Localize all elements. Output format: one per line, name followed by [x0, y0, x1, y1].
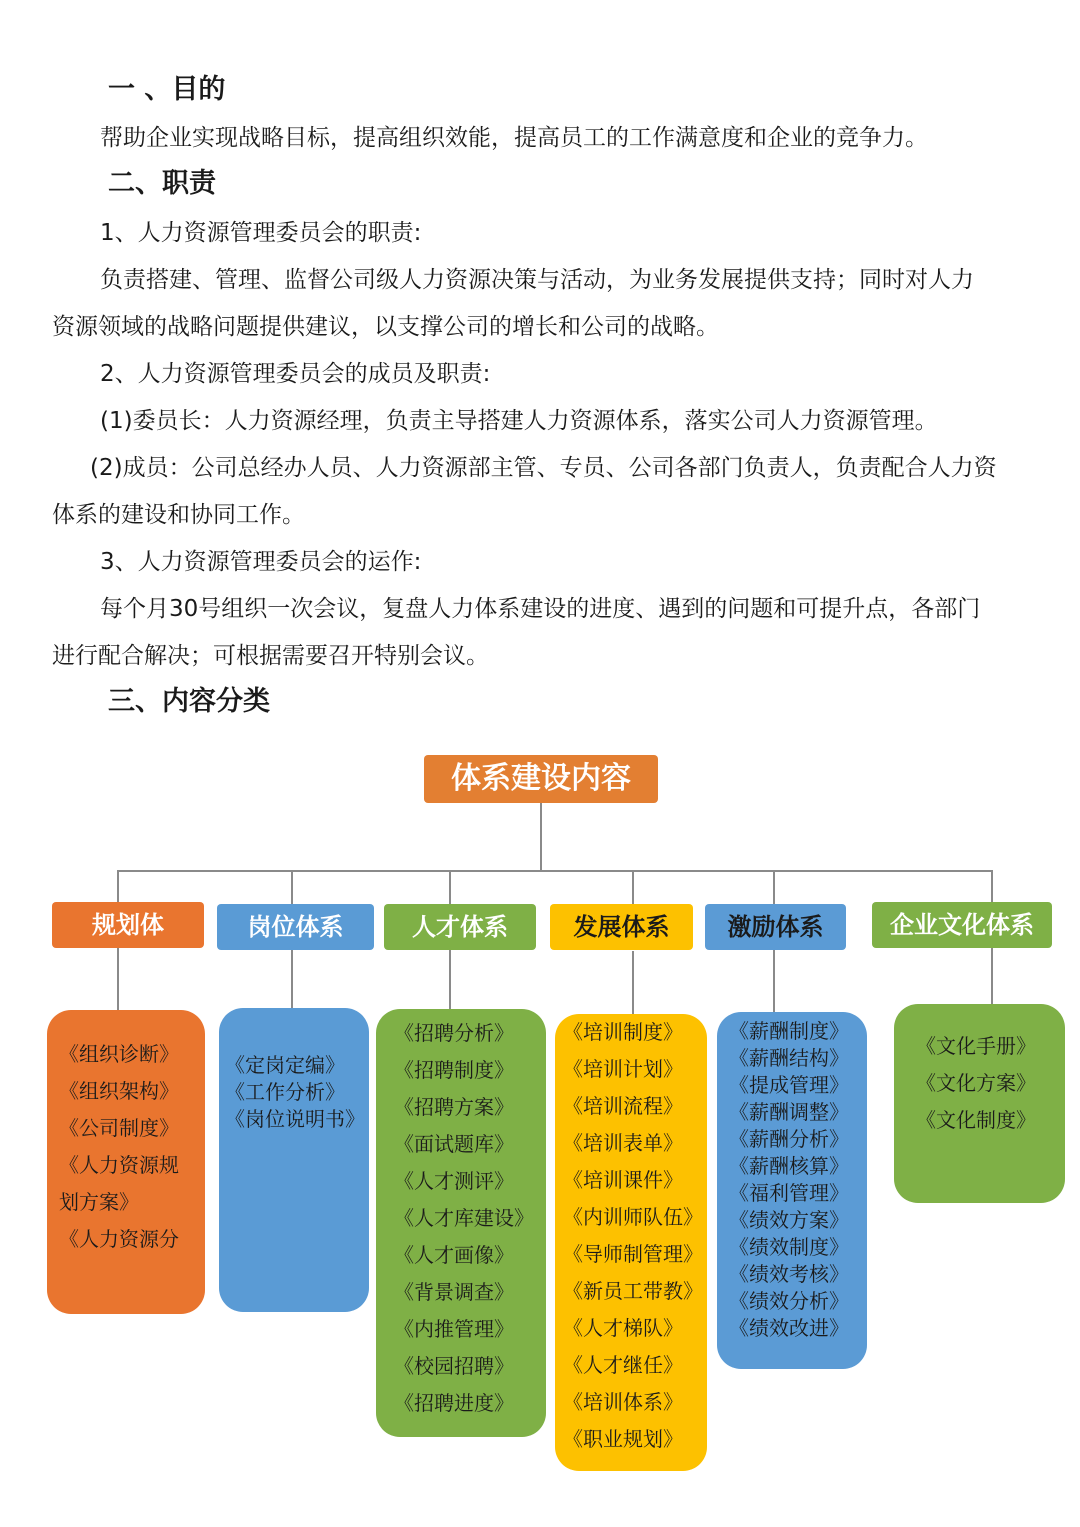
list-item: 《职业规划》 — [563, 1427, 683, 1451]
box-position — [219, 1008, 369, 1312]
list-item: 《培训课件》 — [563, 1168, 683, 1192]
list-item: 《绩效方案》 — [729, 1208, 849, 1232]
list-item: 《校园招聘》 — [394, 1354, 514, 1378]
connector-bottom-6 — [991, 948, 993, 1004]
list-item: 《文化方案》 — [916, 1071, 1036, 1095]
category-incentive: 激励体系 — [705, 904, 846, 950]
box-culture — [894, 1004, 1065, 1203]
list-item: 《福利管理》 — [729, 1181, 849, 1205]
box-talent — [376, 1009, 546, 1437]
list-item: 《招聘方案》 — [394, 1095, 514, 1119]
connector-top-3 — [449, 870, 451, 904]
category-planning: 规划体 — [52, 902, 204, 948]
duty-3-line-1: 每个月30号组织一次会议，复盘人力体系建设的进度、遇到的问题和可提升点，各部门 — [100, 596, 981, 622]
list-item: 《招聘分析》 — [394, 1021, 514, 1045]
duty-3-title: 3、人力资源管理委员会的运作: — [100, 549, 422, 575]
duty-2-title: 2、人力资源管理委员会的成员及职责: — [100, 361, 491, 387]
list-item: 《公司制度》 — [59, 1116, 179, 1140]
list-item: 《薪酬结构》 — [729, 1046, 849, 1070]
list-item: 《人力资源规划方案》 — [59, 1153, 179, 1214]
box-development — [555, 1014, 707, 1471]
connector-top-1 — [117, 870, 119, 902]
list-item: 《工作分析》 — [225, 1080, 345, 1104]
list-item: 《薪酬制度》 — [729, 1019, 849, 1043]
list-item: 《岗位说明书》 — [225, 1107, 365, 1131]
category-culture: 企业文化体系 — [872, 902, 1052, 948]
list-item: 《培训表单》 — [563, 1131, 683, 1155]
list-item: 《人才库建设》 — [394, 1206, 534, 1230]
list-item: 《培训体系》 — [563, 1390, 683, 1414]
heading-content: 三、内容分类 — [108, 686, 270, 717]
category-position: 岗位体系 — [217, 904, 374, 950]
list-item: 《培训流程》 — [563, 1094, 683, 1118]
connector-bottom-5 — [773, 949, 775, 1012]
list-item: 《面试题库》 — [394, 1132, 514, 1156]
category-talent: 人才体系 — [384, 904, 536, 950]
connector-bottom-3 — [449, 949, 451, 1009]
connector-top-2 — [291, 870, 293, 904]
duty-3-line-2: 进行配合解决；可根据需要召开特别会议。 — [52, 643, 489, 669]
list-item: 《新员工带教》 — [563, 1279, 703, 1303]
list-item: 《内推管理》 — [394, 1317, 514, 1341]
list-item: 《人才继任》 — [563, 1353, 683, 1377]
connector-bottom-2 — [291, 949, 293, 1008]
list-item: 《组织诊断》 — [59, 1042, 179, 1066]
diagram-root: 体系建设内容 — [424, 755, 658, 803]
list-item: 《人才测评》 — [394, 1169, 514, 1193]
list-item: 《内训师队伍》 — [563, 1205, 703, 1229]
list-item: 《薪酬调整》 — [729, 1100, 849, 1124]
connector-top-5 — [773, 870, 775, 904]
list-item: 《人才画像》 — [394, 1243, 514, 1267]
horizontal-connector — [117, 870, 993, 872]
connector-bottom-1 — [117, 948, 119, 1011]
heading-duties: 二、职责 — [108, 168, 216, 199]
list-item: 《人力资源分 — [59, 1227, 179, 1251]
duty-1-line-1: 负责搭建、管理、监督公司级人力资源决策与活动，为业务发展提供支持；同时对人力 — [100, 267, 974, 293]
duty-2-chair: (1)委员长：人力资源经理，负责主导搭建人力资源体系，落实公司人力资源管理。 — [100, 408, 938, 434]
list-item: 《绩效制度》 — [729, 1235, 849, 1259]
list-item: 《绩效改进》 — [729, 1316, 849, 1340]
list-item: 《文化手册》 — [916, 1034, 1036, 1058]
category-development: 发展体系 — [550, 904, 693, 950]
connector-top-4 — [632, 870, 634, 904]
list-item: 《人才梯队》 — [563, 1316, 683, 1340]
list-item: 《薪酬核算》 — [729, 1154, 849, 1178]
list-item: 《培训计划》 — [563, 1057, 683, 1081]
list-item: 《背景调查》 — [394, 1280, 514, 1304]
connector-top-6 — [991, 870, 993, 902]
duty-2-members-line-2: 体系的建设和协同工作。 — [52, 502, 305, 528]
list-item: 《薪酬分析》 — [729, 1127, 849, 1151]
box-incentive — [717, 1012, 867, 1369]
box-planning — [47, 1010, 205, 1314]
list-item: 《文化制度》 — [916, 1108, 1036, 1132]
list-item: 《培训制度》 — [563, 1020, 683, 1044]
list-item: 《组织架构》 — [59, 1079, 179, 1103]
list-item: 《导师制管理》 — [563, 1242, 703, 1266]
heading-purpose: 一 、目的 — [108, 74, 226, 105]
root-connector — [540, 803, 542, 871]
list-item: 《提成管理》 — [729, 1073, 849, 1097]
list-item: 《招聘进度》 — [394, 1391, 514, 1415]
duty-1-line-2: 资源领域的战略问题提供建议，以支撑公司的增长和公司的战略。 — [52, 314, 719, 340]
duty-1-title: 1、人力资源管理委员会的职责: — [100, 220, 422, 246]
list-item: 《绩效考核》 — [729, 1262, 849, 1286]
list-item: 《招聘制度》 — [394, 1058, 514, 1082]
list-item: 《绩效分析》 — [729, 1289, 849, 1313]
connector-bottom-4 — [632, 951, 634, 1015]
list-item: 《定岗定编》 — [225, 1053, 345, 1077]
duty-2-members-line-1: (2)成员：公司总经办人员、人力资源部主管、专员、公司各部门负责人，负责配合人力资 — [90, 455, 997, 481]
purpose-text: 帮助企业实现战略目标，提高组织效能，提高员工的工作满意度和企业的竞争力。 — [100, 125, 928, 151]
